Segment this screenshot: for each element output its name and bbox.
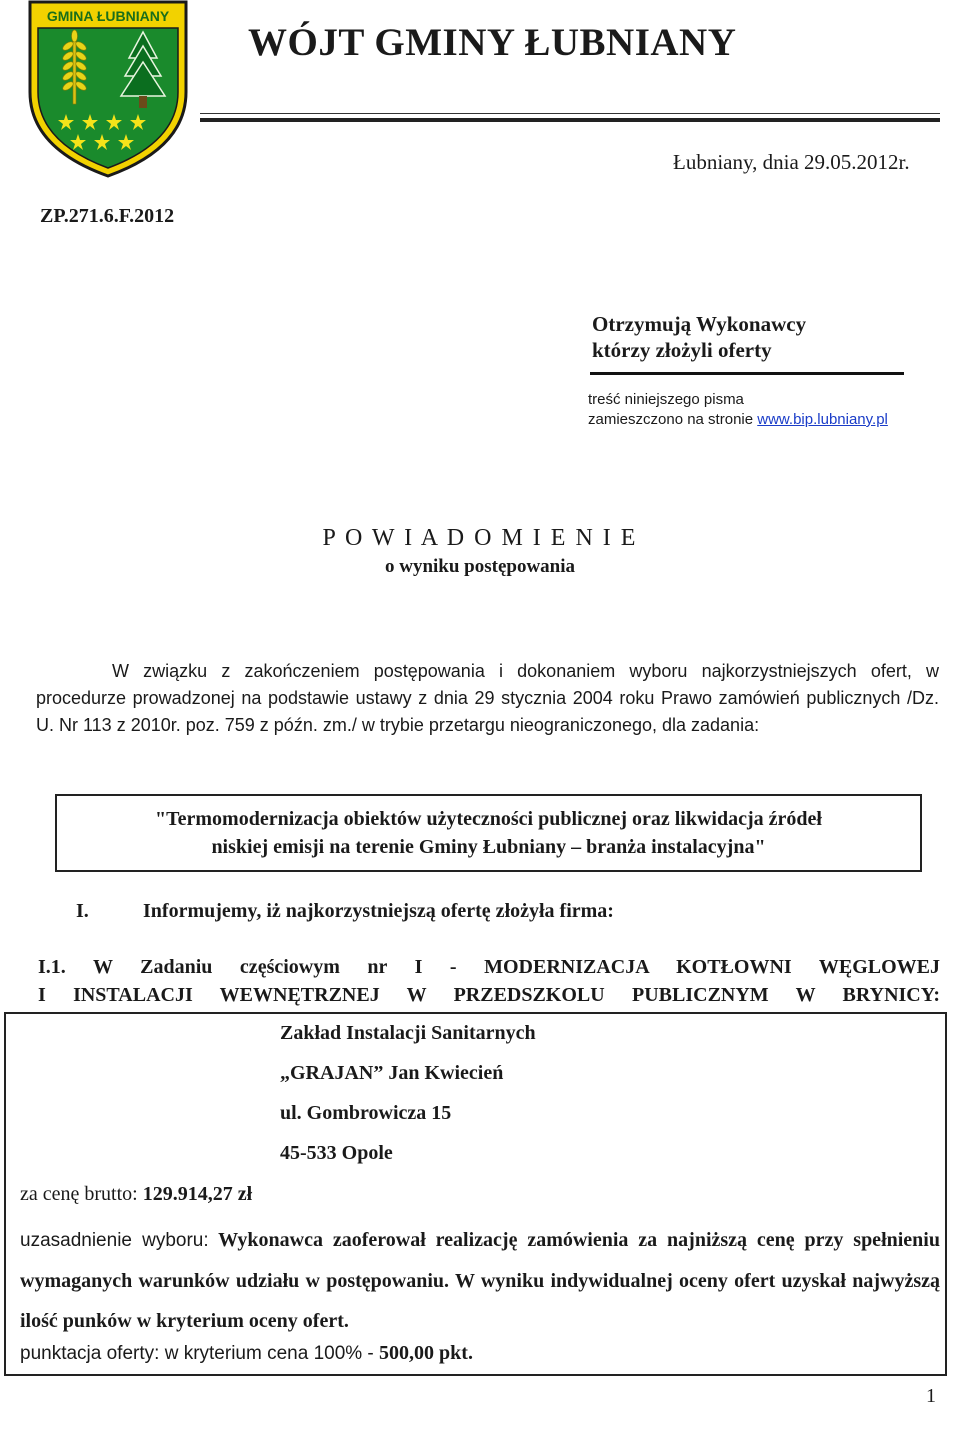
winner-name-line-2: „GRAJAN” Jan Kwiecień (280, 1062, 504, 1084)
recipients-line-1: Otrzymują Wykonawcy (592, 312, 807, 336)
winner-street: ul. Gombrowicza 15 (280, 1102, 452, 1124)
task-name-line-2: niskiej emisji na terenie Gminy Łubniany – branża instalacyjna" (211, 836, 766, 858)
task-name-box (55, 794, 922, 872)
justification-label: uzasadnienie wyboru: (20, 1230, 209, 1251)
task-name (57, 805, 920, 861)
document-title: P O W I A D O M I E N I E (322, 525, 638, 551)
score-value: 500,00 pkt. (379, 1342, 473, 1364)
page-number: 1 (926, 1385, 936, 1407)
bip-website-link[interactable]: www.bip.lubniany.pl (757, 411, 888, 428)
header-rule-thin (200, 113, 940, 114)
intro-paragraph (36, 658, 939, 739)
section-number: I. (76, 900, 89, 922)
task-name-line-1: "Termomodernizacja obiektów użyteczności publicznej oraz likwidacja źródeł (155, 808, 822, 830)
subsection-line-2: I INSTALACJI WEWNĘTRZNEJ W PRZEDSZKOLU PUBLICZNYM W BRYNICY: (38, 984, 940, 1006)
letterhead-title: WÓJT GMINY ŁUBNIANY (248, 21, 737, 64)
notice-line-2: zamieszczono na stronie (588, 411, 758, 428)
subsection-line-1: I.1. W Zadaniu częściowym nr I - MODERNIZACJA KOTŁOWNI WĘGLOWEJ (38, 956, 940, 978)
subsection-heading (38, 953, 940, 1009)
intro-text: W związku z zakończeniem postępowania i dokonaniem wyboru najkorzystniejszych ofert, w procedurze prowadzonej na podstawie ustawy z dnia 29 stycznia 2004 roku Prawo zamówień publicznych /Dz. U. Nr 113 z 2010r. poz. 759 z późn. zm./ w trybie przetargu nieograniczonego, dla zadania: (36, 661, 939, 735)
winner-city: 45-533 Opole (280, 1142, 393, 1164)
notice-line-1: treść niniejszego pisma (588, 391, 744, 408)
reference-number: ZP.271.6.F.2012 (40, 205, 175, 227)
section-heading: Informujemy, iż najkorzystniejszą ofertę złożyła firma: (143, 900, 614, 922)
crest-banner-text: GMINA ŁUBNIANY (46, 8, 170, 24)
place-and-date: Łubniany, dnia 29.05.2012r. (673, 150, 910, 174)
price-value: 129.914,27 zł (142, 1183, 253, 1205)
recipients-block (592, 311, 806, 363)
justification (20, 1220, 940, 1341)
header-rule-thick (200, 118, 940, 122)
publication-notice (588, 390, 888, 430)
justification-text: Wykonawca zaoferował realizację zamówienia za najniższą cenę przy spełnieniu wymaganych warunków udziału w postępowaniu. W wyniku indywidualnej oceny ofert uzyskał najwyższą ilość punków w kryterium oceny ofert. (20, 1229, 940, 1332)
recipients-line-2: którzy złożyli oferty (592, 338, 772, 362)
score-label: punktacja oferty: w kryterium cena 100% - (20, 1343, 380, 1364)
score-line (20, 1342, 473, 1365)
price-label: za cenę brutto: (20, 1183, 143, 1205)
price-line (20, 1183, 252, 1206)
winner-name-line-1: Zakład Instalacji Sanitarnych (280, 1022, 536, 1044)
municipality-crest-logo (28, 0, 188, 178)
recipients-underline (590, 372, 904, 375)
document-subtitle: o wyniku postępowania (384, 556, 576, 577)
